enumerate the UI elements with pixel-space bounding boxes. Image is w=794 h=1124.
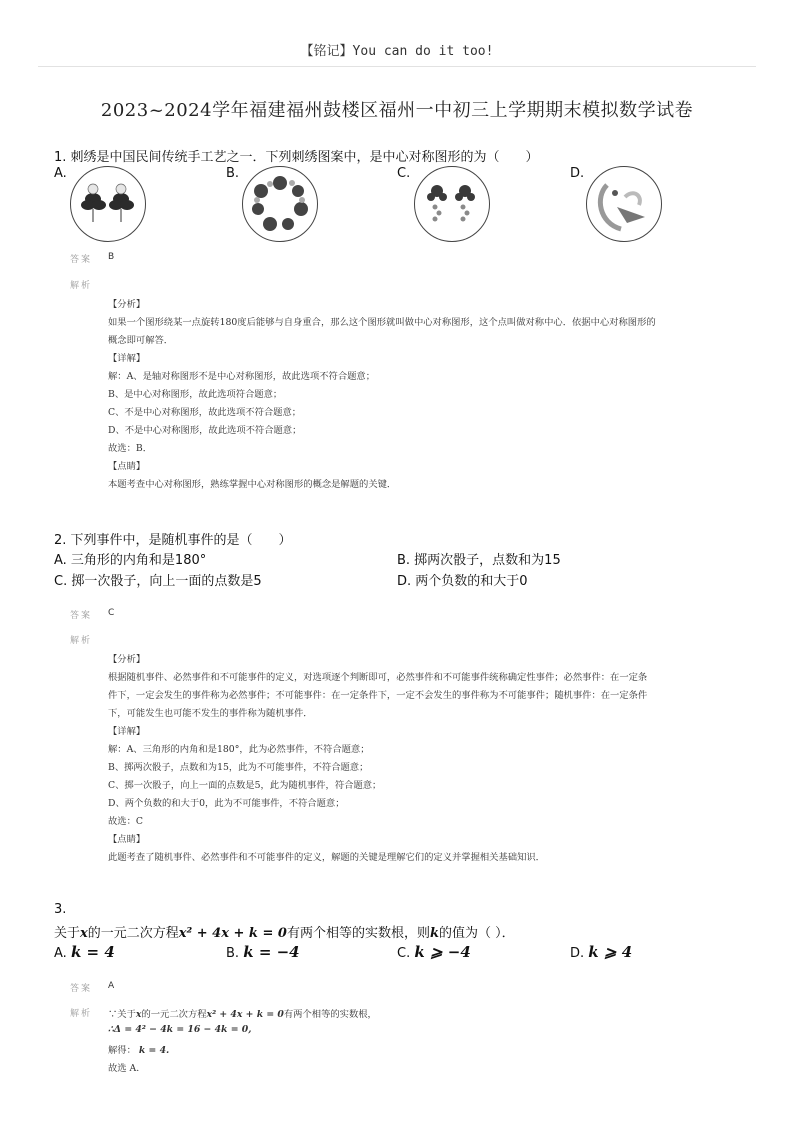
q1-analysis-line: 本题考查中心对称图形，熟练掌握中心对称图形的概念是解题的关键．: [108, 479, 397, 490]
q3-option-a[interactable]: [54, 943, 115, 961]
q2-option-d[interactable]: D. 两个负数的和大于0: [397, 574, 528, 589]
q1-option-d[interactable]: D.: [570, 166, 585, 181]
q3-option-c[interactable]: [397, 943, 471, 961]
q1-analysis-line: B、是中心对称图形，故此选项符合题意；: [108, 389, 283, 400]
q2-analysis-line: D、两个负数的和大于0，此为不可能事件，不符合题意；: [108, 798, 345, 809]
q3-analysis-line: 故选 A.: [108, 1063, 140, 1074]
q1-analysis-line: 【分析】: [108, 299, 146, 310]
q3-answer-label: 答案: [70, 984, 93, 994]
q3-analysis-line: [108, 1006, 377, 1020]
q3-analysis-var-x: x: [135, 1009, 142, 1020]
q1-analysis-line: C、不是中心对称图形，故此选项不符合题意；: [108, 407, 302, 418]
q3-analysis-equation: x² + 4x + k = 0: [206, 1009, 284, 1020]
q1-option-c[interactable]: C.: [397, 166, 411, 181]
q1-analysis-label: 解析: [70, 281, 93, 291]
q3-var-k: k: [429, 926, 439, 941]
q2-analysis-line: 下，可能发生也可能不发生的事件称为随机事件．: [108, 708, 313, 719]
flower-pair-icon: [414, 166, 490, 242]
q3-analysis-text: 解得：: [108, 1045, 136, 1056]
q2-option-c[interactable]: C. 掷一次骰子，向上一面的点数是5: [54, 574, 262, 589]
q3-option-expr: k ⩾ 4: [588, 943, 633, 961]
q1-answer-label: 答案: [70, 255, 93, 265]
q2-analysis-line: 【点睛】: [108, 834, 146, 845]
q1-analysis-line: 如果一个图形绕某一点旋转180度后能够与自身重合，那么这个图形就叫做中心对称图形，这个点叫做对称中心．依据中心对称图形的: [108, 317, 656, 328]
q2-answer-value: C: [108, 608, 115, 618]
q2-analysis-line: C、掷一次骰子，向上一面的点数是5，此为随机事件，符合题意；: [108, 780, 382, 791]
q2-analysis-label: 解析: [70, 636, 93, 646]
q2-analysis-line: 件下，一定会发生的事件称为必然事件；不可能事件：在一定条件下，一定不会发生的事件称为不可能事件；随机事件：在一定条件: [108, 690, 648, 701]
q2-stem: 2. 下列事件中，是随机事件的是（ ）: [54, 533, 292, 548]
q2-option-a[interactable]: A. 三角形的内角和是180°: [54, 553, 207, 568]
q3-equation: x² + 4x + k = 0: [178, 926, 287, 941]
q3-option-letter: A.: [54, 946, 67, 961]
q3-option-b[interactable]: [226, 943, 300, 961]
q2-option-b[interactable]: B. 掷两次骰子，点数和为15: [397, 553, 561, 568]
q3-option-letter: B.: [226, 946, 240, 961]
q2-analysis-line: B、掷两次骰子，点数和为15，此为不可能事件，不符合题意；: [108, 762, 369, 773]
q3-option-expr: k ⩾ −4: [414, 943, 471, 961]
q3-number: 3.: [54, 902, 67, 917]
q1-option-a[interactable]: A.: [54, 166, 67, 181]
q3-option-expr: k = −4: [243, 943, 300, 961]
q1-analysis-line: 故选：B．: [108, 443, 153, 454]
q3-analysis-solution: k = 4.: [138, 1045, 170, 1056]
q3-option-expr: k = 4: [70, 943, 115, 961]
q3-var-x: x: [80, 926, 88, 941]
q3-analysis-line: [108, 1042, 169, 1056]
q3-answer-value: A: [108, 981, 115, 991]
flower-wreath-icon: [242, 166, 318, 242]
q3-stem-text: 的一元二次方程: [87, 926, 179, 941]
q1-option-b[interactable]: B.: [226, 166, 240, 181]
q3-stem-text: 关于: [54, 926, 81, 941]
q2-analysis-line: 【详解】: [108, 726, 146, 737]
page-header: 【铭记】You can do it too!: [300, 44, 494, 59]
q2-analysis-line: 故选：C: [108, 816, 144, 827]
q3-option-letter: C.: [397, 946, 411, 961]
q1-analysis-line: 解：A、是轴对称图形不是中心对称图形，故此选项不符合题意；: [108, 371, 376, 382]
q2-analysis-line: 解：A、三角形的内角和是180°，此为必然事件，不符合题意；: [108, 744, 370, 755]
q1-analysis-line: D、不是中心对称图形，故此选项不符合题意；: [108, 425, 302, 436]
q1-stem: 1. 刺绣是中国民间传统手工艺之一．下列刺绣图案中，是中心对称图形的为（ ）: [54, 150, 539, 165]
q3-analysis-text: 的一元二次方程: [141, 1009, 207, 1020]
q1-answer-value: B: [108, 252, 115, 262]
q3-analysis-line: [108, 1024, 251, 1035]
q3-analysis-text: ∵关于: [108, 1009, 136, 1020]
header-divider: [38, 66, 756, 67]
q2-analysis-line: 根据随机事件、必然事件和不可能事件的定义，对选项逐个判断即可，必然事件和不可能事件统称确定性事件；必然事件：在一定条: [108, 672, 648, 683]
q3-stem-text: 有两个相等的实数根，则: [286, 926, 430, 941]
q3-analysis-label: 解析: [70, 1009, 93, 1019]
q3-option-d[interactable]: [570, 943, 632, 961]
q1-analysis-line: 【详解】: [108, 353, 146, 364]
q1-analysis-line: 【点睛】: [108, 461, 146, 472]
q2-answer-label: 答案: [70, 611, 93, 621]
flower-pair-icon: [70, 166, 146, 242]
q3-analysis-text: 有两个相等的实数根，: [283, 1009, 377, 1020]
q3-analysis-discriminant: ∴Δ = 4² − 4k = 16 − 4k = 0,: [108, 1024, 252, 1035]
q1-analysis-line: 概念即可解答．: [108, 335, 174, 346]
page-title: 2023~2024学年福建福州鼓楼区福州一中初三上学期期末模拟数学试卷: [100, 100, 694, 121]
q3-stem-text: 的值为（ ）．: [438, 926, 515, 941]
q3-stem: [54, 922, 515, 941]
crane-icon: [586, 166, 662, 242]
q2-analysis-line: 此题考查了随机事件、必然事件和不可能事件的定义，解题的关键是理解它们的定义并掌握相关基础知识．: [108, 852, 545, 863]
q3-option-letter: D.: [570, 946, 585, 961]
q2-analysis-line: 【分析】: [108, 654, 146, 665]
